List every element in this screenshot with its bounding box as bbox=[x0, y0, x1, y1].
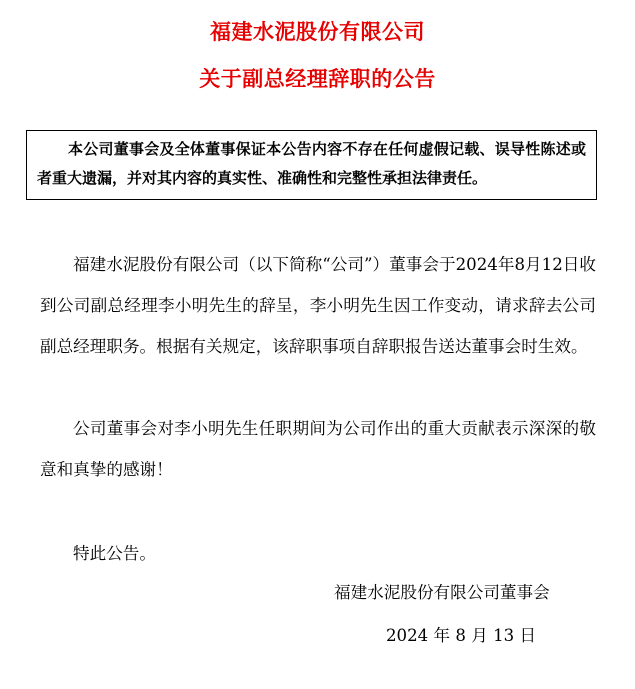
disclaimer-box bbox=[26, 130, 597, 200]
announcement-date: 2024 年 8 月 13 日 bbox=[386, 626, 537, 645]
paragraph-text: 特此公告。 bbox=[73, 544, 156, 563]
company-title: 福建水泥股份有限公司 bbox=[210, 20, 425, 44]
body-paragraph-thanks bbox=[40, 408, 596, 490]
disclaimer-text: 本公司董事会及全体董事保证本公告内容不存在任何虚假记载、误导性陈述或者重大遗漏，并对其内容的真实性、准确性和完整性承担法律责任。 bbox=[37, 140, 586, 187]
board-signature: 福建水泥股份有限公司董事会 bbox=[334, 583, 550, 602]
paragraph-text: 公司董事会对李小明先生任职期间为公司作出的重大贡献表示深深的敬意和真挚的感谢！ bbox=[40, 419, 596, 479]
paragraph-text: 福建水泥股份有限公司（以下简称“公司”）董事会于2024年8月12日收到公司副总经理李小明先生的辞呈，李小明先生因工作变动，请求辞去公司副总经理职务。根据有关规定，该辞职事项自辞职报告送达董事会时生效。 bbox=[40, 255, 596, 356]
body-paragraph-closing bbox=[40, 533, 596, 574]
body-paragraph-resignation bbox=[40, 244, 596, 367]
announcement-title: 关于副总经理辞职的公告 bbox=[199, 67, 436, 91]
